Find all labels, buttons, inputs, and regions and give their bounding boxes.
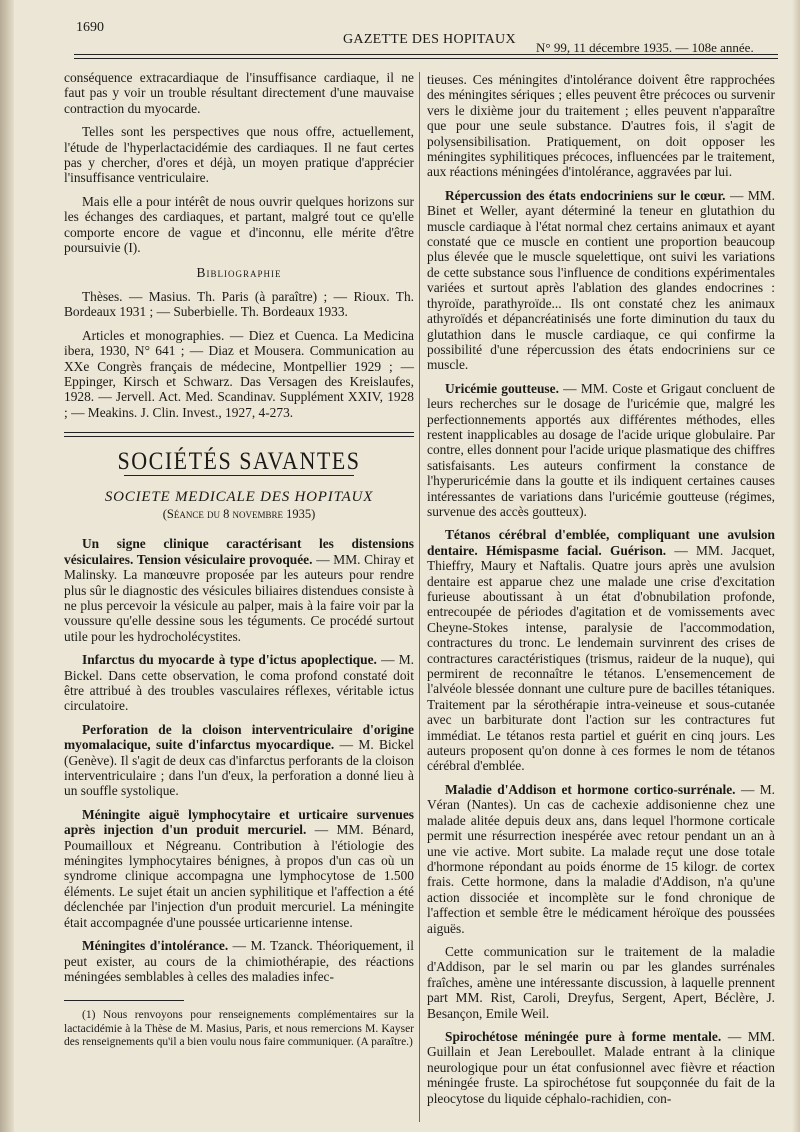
report-item <box>64 652 414 714</box>
paragraph: Mais elle a pour intérêt de nous ouvrir quelques horizons sur les échanges des cardiaques, et partant, malgré tout ce qu'elle comporte encore de vague et d'inconnu, elle mérite d'être poursuivie (I). <box>64 193 414 256</box>
item-body: — M. Bickel. Dans cette observation, le coma profond constaté doit être attribué à des troubles vasculaires réflexes, véritable ictus circulatoire. <box>64 652 414 714</box>
item-title: Méningite aiguë lymphocytaire et urticaire survenues après injection d'un produit mercuriel. <box>64 806 414 838</box>
item-body: — M. Tzanck. Théoriquement, il peut exister, au cours de la chimiothérapie, des réactions méningées semblables à celles des maladies infec- <box>64 938 414 984</box>
report-item <box>427 527 775 774</box>
item-body: — MM. Binet et Weller, ayant déterminé la teneur en glutathion du muscle cardiaque à l'état normal chez certains animaux et ayant constaté que ce muscle en contient une proportion beaucoup plus élevée que le muscle squelettique, ont suivi les variations de cette substance sous l'influence de conditions expérimentales variées et surtout après l'ablation des glandes endocrines : thyroïde, parathyroïde... Ils ont constaté chez les animaux athyroïdés et dépancréatinisés une forte diminution du taux du glutathion dans le muscle cardiaque, ce qui confirme la possibilité d'une répercussion des états endocriniens sur ce muscle. <box>427 187 775 373</box>
item-body: — MM. Chiray et Malinsky. La manœuvre proposée par les auteurs pour rendre plus sûr le diagnostic des vésicules biliaires distendues consiste à ne plus percevoir la vésicule au palper, mais à la faire voir par la voussure qu'elle dessine sous les téguments. Ce procédé surtout utile pour les hydrocholécystites. <box>64 551 414 644</box>
report-item <box>64 807 414 930</box>
item-body: — MM. Jacquet, Thieffry, Maury et Naftalis. Quatre jours après une avulsion dentaire est apparue chez une malade une crise d'excitation furieuse aboutissant à un état d'obnubilation profonde, entrecoupée de périodes d'agitation et de vomissements avec Cheyne-Stokes intense, paralysie de l'accommodation, contractures du tronc. Le lendemain survinrent des crises de contractures caractéristiques (trismus, raideur de la nuque), qui permirent de reconnaître le tétanos. L'ensemencement de l'alvéole blessée donnant une culture pure de bacilles tétaniques. Traitement par la sérothérapie intra-veineuse et sous-cutanée avec un barbiturate dont l'action sur les contractures fut immédiat. Le tétanos resta partiel et guérit en cinq jours. Les auteurs proposent qu'on donne à ces formes le nom de tétanos cérébral d'emblée. <box>427 542 775 774</box>
bibliography-entry: Articles et monographies. — Diez et Cuenca. La Medicina ibera, 1930, N° 641 ; — Diaz et Mousera. Communication au XXe Congrès français de médecine, Montpellier 1929 ; — Eppinger, Kirsch et Schwarz. Das Versagen des Kreislaufes, 1928. — Jervell. Act. Med. Scandinav. Supplément XXIV, 1928 ; — Meakins. J. Clin. Invest., 1927, 4-273. <box>64 327 414 420</box>
header-rule <box>74 54 778 55</box>
section-heading: SOCIÉTÉS SAVANTES <box>117 446 361 475</box>
item-body: — MM. Bénard, Poumailloux et Négreanu. Contribution à l'étiologie des méningites lymphocytaires bénignes, à propos d'un cas où un syndrome clinique accompagna une lymphocytose de 1.500 éléments. Le sujet était un ancien syphilitique et l'affection a été déclenchée par l'injection d'un produit mercuriel. La méningite était accompagnée d'une poussée urticarienne intense. <box>64 822 414 930</box>
footnote-rule <box>64 1000 184 1001</box>
page-edge <box>792 0 800 1132</box>
report-item <box>427 381 775 520</box>
bibliography-entry: Thèses. — Masius. Th. Paris (à paraître) ; — Rioux. Th. Bordeaux 1931 ; — Suberbielle. Th. Bordeaux 1933. <box>64 288 414 320</box>
item-title: Tétanos cérébral d'emblée, compliquant une avulsion dentaire. Hémispasme facial. Guérison. <box>427 527 775 558</box>
paragraph: tieuses. Ces méningites d'intolérance doivent être rapprochées des méningites sériques ; elles peuvent être précoces ou survenir vers le dixième jour du traitement ; elles peuvent n'apparaître que pour une seule substance. D'autres fois, il s'agit de polysensibilisation. Pratiquement, on doit opposer les méningites syphilitiques précoces, influencées par le traitement, aux réactions méningées d'intolérance, aggravées par lui. <box>427 72 775 180</box>
left-column <box>64 70 414 1058</box>
running-title: GAZETTE DES HOPITAUX <box>343 32 516 47</box>
column-divider <box>419 72 420 1122</box>
item-title: Infarctus du myocarde à type d'ictus apoplectique. <box>82 652 377 668</box>
issue-info: N° 99, 11 décembre 1935. — 108e année. <box>536 40 754 55</box>
report-item <box>427 782 775 936</box>
footnote: (1) Nous renvoyons pour renseignements complémentaires sur la lactacidémie à la Thèse de M. Masius, Paris, et nous remercions M. Kayser des renseignements qu'il a bien voulu nous faire communiquer. (A paraître.) <box>64 1009 414 1049</box>
header-rule-inner <box>74 58 778 59</box>
item-title: Perforation de la cloison interventriculaire d'origine myomalacique, suite d'infarctus myocardique. <box>64 721 414 753</box>
paragraph: Cette communication sur le traitement de la maladie d'Addison, par le sel marin ou par les glandes surrénales fraîches, amène une intéressante discussion, à laquelle prennent part MM. Rist, Caroli, Dreyfus, Sergent, Apert, Béclère, J. Besançon, Emile Weil. <box>427 943 775 1021</box>
report-item <box>64 722 414 799</box>
society-title: SOCIETE MEDICALE DES HOPITAUX <box>104 488 374 505</box>
item-title: Méningites d'intolérance. <box>82 938 229 954</box>
report-item <box>64 536 414 644</box>
item-title: Maladie d'Addison et hormone cortico-surrénale. <box>445 781 736 797</box>
right-column <box>427 72 775 1114</box>
report-item <box>427 1029 775 1106</box>
session-date: (Séance du 8 novembre 1935) <box>162 506 316 521</box>
item-body: — MM. Coste et Grigaut concluent de leurs recherches sur le dosage de l'uricémie que, malgré les perfectionnements apportés aux différentes méthodes, elles restent inapplicables au dosage de l'acide urique globulaire. Par contre, elles donnent pour l'acide urique plasmatique des chiffres satisfaisants. Les auteurs confirment la constance de l'hyperuricémie dans la goutte et ils indiquent certaines causes intéressantes de variations dans l'uricémie goutteuse (régimes, survenue des accès goutteux). <box>427 380 775 519</box>
paragraph: Telles sont les perspectives que nous offre, actuellement, l'étude de l'hyperlactacidémie des cardiaques. Il ne faut certes pas y chercher, d'ores et déjà, un moyen pratique d'apprécier l'insuffisance ventriculaire. <box>64 124 414 186</box>
paragraph: conséquence extracardiaque de l'insuffisance cardiaque, il ne faut pas y voir un trouble résultant directement d'une mauvaise contraction du myocarde. <box>64 70 414 116</box>
report-item <box>64 938 414 984</box>
item-title: Un signe clinique caractérisant les distensions vésiculaires. Tension vésiculaire provoquée. <box>64 536 414 567</box>
item-body: — M. Véran (Nantes). Un cas de cachexie addisonienne chez une malade alitée depuis deux ans, dans lequel l'hormone corticale permit une résurrection inespérée avec retour pendant un an à une vie active. Mort subite. La malade reçut une dose totale d'hormone répondant au poids énorme de 15 kilogr. de cortex frais. Cette hormone, dans la maladie d'Addison, n'a qu'une action dissociée et incomplète sur le fond chronique de l'affection et semble être le médicament héroïque des poussées aiguës. <box>427 781 775 936</box>
item-body: — M. Bickel (Genève). Il s'agit de deux cas d'infarctus perforants de la cloison interventriculaire ; dans l'un d'eux, la perforation a donné lieu à un souffle systolique. <box>64 737 414 799</box>
binding-gutter <box>0 0 14 1132</box>
section-rule <box>64 432 414 437</box>
item-body: — MM. Guillain et Jean Lereboullet. Malade entrant à la clinique neurologique pour un état confusionnel avec fièvre et réaction méningée fruste. La spirochétose fut soupçonnée du fait de la pleocytose du liquide céphalo-rachidien, con- <box>427 1028 775 1106</box>
item-title: Uricémie goutteuse. <box>445 380 559 396</box>
report-item <box>427 188 775 373</box>
item-title: Spirochétose méningée pure à forme mentale. <box>445 1028 722 1044</box>
page-number: 1690 <box>76 20 104 35</box>
item-title: Répercussion des états endocriniens sur le cœur. <box>445 187 726 203</box>
bibliography-heading: Bibliographie <box>196 265 282 281</box>
